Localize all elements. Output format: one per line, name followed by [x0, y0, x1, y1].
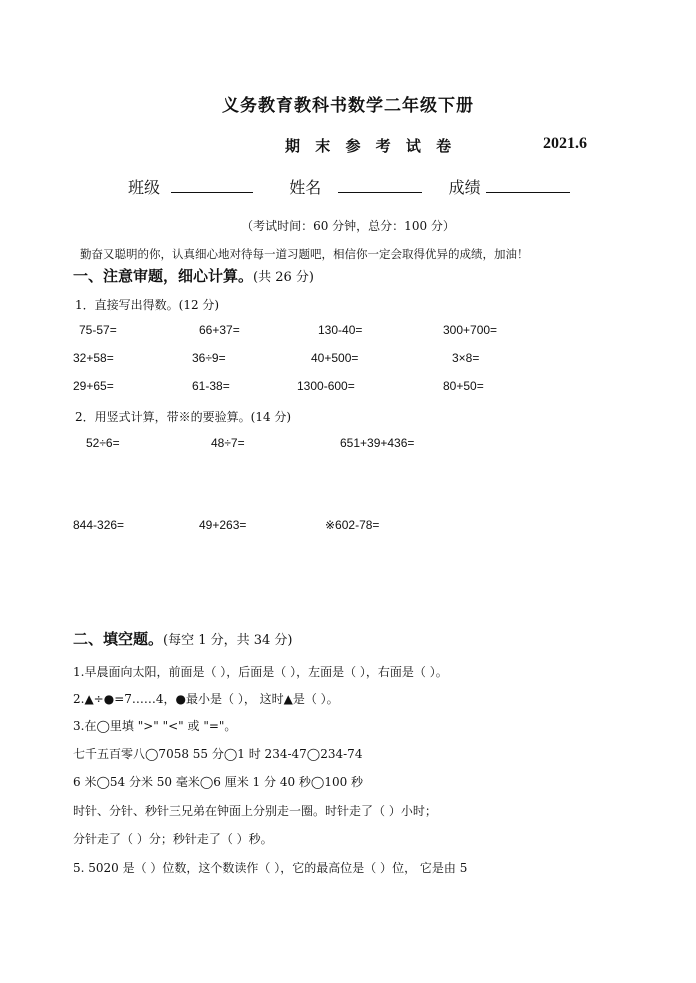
exam-date: 2021.6: [543, 135, 587, 152]
calc-item: 32+58=: [73, 351, 114, 365]
name-label: 姓名: [289, 178, 322, 197]
fill-line: 2.▲÷●=7……4，●最小是（ ）， 这时▲是（ ）。: [73, 692, 339, 706]
section1-note: (共 26 分): [253, 270, 314, 285]
calc-item: 36÷9=: [192, 351, 226, 365]
calc-item: 130-40=: [318, 323, 363, 337]
calc-item: 3×8=: [452, 351, 480, 365]
fill-line: 3.在◯里填 ">" "<" 或 "="。: [73, 719, 237, 733]
fill-line: 6 米◯54 分米 50 毫米◯6 厘米 1 分 40 秒◯100 秒: [73, 775, 364, 789]
fill-line: 分针走了（ ）分；秒针走了（ ）秒。: [73, 832, 273, 846]
calc-item: 49+263=: [199, 518, 247, 532]
calc-item: 40+500=: [311, 351, 359, 365]
student-info-row: [128, 175, 570, 198]
score-blank[interactable]: [486, 176, 570, 193]
section1-title: 一、注意审题，细心计算。: [73, 267, 254, 285]
calc-item: ※602-78=: [325, 518, 380, 532]
section2-note: (每空 1 分，共 34 分): [163, 633, 293, 648]
section2-title: 二、填空题。: [73, 630, 164, 648]
class-label: 班级: [128, 178, 161, 197]
calc-item: 48÷7=: [211, 436, 245, 450]
document-title: 义务教育教科书数学二年级下册: [222, 96, 474, 116]
exam-info: （考试时间：60 分钟，总分：100 分）: [241, 219, 455, 233]
calc-item: 651+39+436=: [340, 436, 415, 450]
calc-item: 66+37=: [199, 323, 240, 337]
fill-line: 1.早晨面向太阳，前面是（ ），后面是（ ），左面是（ ），右面是（ ）。: [73, 665, 448, 679]
encouragement-text: 勤奋又聪明的你，认真细心地对待每一道习题吧，相信你一定会取得优异的成绩，加油！: [80, 247, 529, 261]
calc-item: 75-57=: [79, 323, 117, 337]
fill-line: 时针、分针、秒针三兄弟在钟面上分别走一圈。时针走了（ ）小时；: [73, 804, 437, 818]
calc-item: 844-326=: [73, 518, 125, 532]
calc-item: 61-38=: [192, 379, 230, 393]
class-blank[interactable]: [171, 176, 253, 193]
q1-prompt: 1．直接写出得数。(12 分): [75, 298, 220, 312]
fill-line: 5. 5020 是（ ）位数，这个数读作（ ），它的最高位是（ ）位， 它是由 5: [73, 861, 468, 875]
score-label: 成绩: [448, 178, 481, 197]
exam-subtitle: 期 末 参 考 试 卷: [285, 137, 457, 155]
calc-item: 80+50=: [443, 379, 484, 393]
section2-heading: [73, 628, 293, 649]
fill-line: 七千五百零八◯7058 55 分◯1 时 234-47◯234-74: [73, 747, 363, 761]
section1-heading: [73, 265, 314, 286]
calc-item: 52÷6=: [86, 436, 120, 450]
calc-item: 1300-600=: [297, 379, 355, 393]
calc-item: 300+700=: [443, 323, 498, 337]
q2-prompt: 2．用竖式计算，带※的要验算。(14 分): [75, 410, 292, 424]
calc-item: 29+65=: [73, 379, 114, 393]
name-blank[interactable]: [338, 176, 422, 193]
